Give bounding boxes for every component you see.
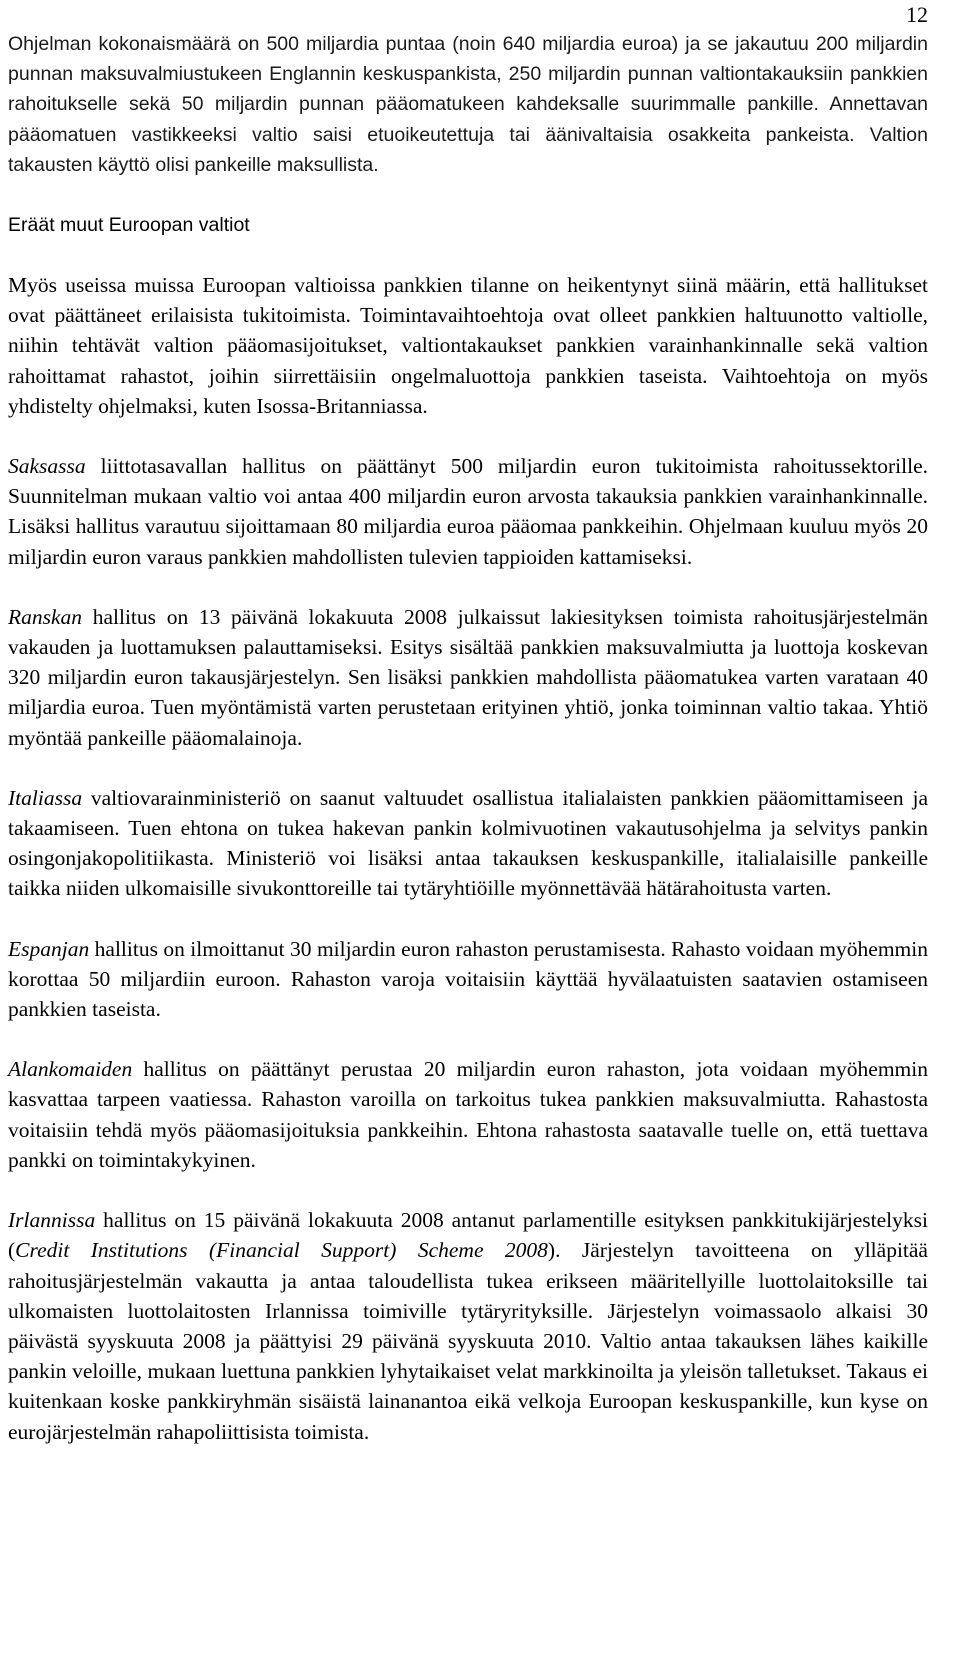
country-name-spain: Espanjan <box>8 936 90 961</box>
italy-paragraph <box>8 783 928 904</box>
ireland-text-before: hallitus on 15 päivänä lokakuuta 2008 antanut parlamentille esityksen pankkitukijärjestelyksi ( <box>8 1208 928 1263</box>
ireland-scheme-name: Credit Institutions (Financial Support) Scheme 2008 <box>15 1238 548 1263</box>
france-paragraph <box>8 602 928 753</box>
germany-text: liittotasavallan hallitus on päättänyt 500 miljardin euron tukitoimista rahoitussektorille. Suunnitelman mukaan valtio voi antaa 400 miljardin euron arvosta takauksia pankkien varainhankinnalle. Lisäksi hallitus varautuu sijoittamaan 80 miljardia euroa pääomaa pankkeihin. Ohjelmaan kuuluu myös 20 miljardin euron varaus pankkien mahdollisten tulevien tappioiden kattamiseksi. <box>8 454 928 569</box>
page-number: 12 <box>906 2 928 27</box>
spain-paragraph <box>8 934 928 1025</box>
country-name-ireland: Irlannissa <box>8 1208 96 1233</box>
netherlands-paragraph <box>8 1054 928 1175</box>
netherlands-text: hallitus on päättänyt perustaa 20 miljardin euron rahaston, jota voidaan myöhemmin kasvattaa tarpeen vaatiessa. Rahaston varoilla on tarkoitus tukea pankkien maksuvalmiutta. Rahastosta voitaisiin tehdä myös pääomasijoituksia pankkeihin. Ehtona rahastosta saatavalle tuelle on, että tuettava pankki on toimintakykyinen. <box>8 1057 928 1172</box>
intro-paragraph: Ohjelman kokonaismäärä on 500 miljardia puntaa (noin 640 miljardia euroa) ja se jakautuu 200 miljardin punnan maksuvalmiustukeen Englannin keskuspankista, 250 miljardin punnan valtiontakauksiin pankkien rahoitukselle sekä 50 miljardin punnan pääomatukeen kahdeksalle suurimmalle pankille. Annettavan pääomatuen vastikkeeksi valtio saisi etuoikeutettuja tai äänivaltaisia osakkeita pankeista. Valtion takausten käyttö olisi pankeille maksullista. <box>8 33 928 176</box>
spain-text: hallitus on ilmoittanut 30 miljardin euron rahaston perustamisesta. Rahasto voidaan myöhemmin korottaa 50 miljardiin euroon. Rahaston varoja voitaisiin käyttää hyvälaatuisten saatavien ostamiseen pankkien taseista. <box>8 936 928 1022</box>
overview-paragraph: Myös useissa muissa Euroopan valtioissa pankkien tilanne on heikentynyt siinä määrin, että hallitukset ovat päättäneet erilaisista tukitoimista. Toimintavaihtoehtoja ovat olleet pankkien haltuunotto valtiolle, niihin tehtävät valtion pääomasijoitukset, valtiontakaukset pankkien varainhankinnalle sekä valtion rahoittamat rahastot, joihin siirrettäisiin ongelmaluottoja pankkien taseista. Vaihtoehtoja on myös yhdistelty ohjelmaksi, kuten Isossa-Britanniassa. <box>8 273 928 418</box>
country-name-france: Ranskan <box>8 604 83 629</box>
document-page <box>8 29 928 1447</box>
country-name-italy: Italiassa <box>8 785 83 810</box>
country-name-netherlands: Alankomaiden <box>8 1057 133 1082</box>
ireland-text-after: ). Järjestelyn tavoitteena on ylläpitää rahoitusjärjestelmän vakautta ja antaa taloudellista tukea erikseen määritellyille luottolaitoksille tai ulkomaisten luottolaitosten Irlannissa toimiville tytäryrityksille. Järjestelyn voimassaolo alkaisi 30 päivästä syyskuuta 2008 ja päättyisi 29 päivänä syyskuuta 2010. Valtio antaa takauksen lähes kaikille pankin veloille, mukaan luettuna pankkien lyhytaikaiset velat markkinoilta ja yleisön talletukset. Takaus ei kuitenkaan koske pankkiryhmän sisäistä lainanantoa eikä velkoja Euroopan keskuspankille, kun kyse on eurojärjestelmän rahapoliittisista toimista. <box>8 1238 928 1444</box>
italy-text: valtiovarainministeriö on saanut valtuudet osallistua italialaisten pankkien pääomittamiseen ja takaamiseen. Tuen ehtona on tukea hakevan pankin kolmivuotinen vakautusohjelma ja selvitys pankin osingonjakopolitiikasta. Ministeriö voi lisäksi antaa takauksen keskuspankille, italialaisille pankeille taikka niiden ulkomaisille sivukonttoreille tai tytäryhtiöille myönnettävää hätärahoitusta varten. <box>8 785 928 901</box>
ireland-paragraph <box>8 1205 928 1447</box>
section-heading: Eräät muut Euroopan valtiot <box>8 214 250 237</box>
country-name-germany: Saksassa <box>8 454 86 479</box>
germany-paragraph <box>8 451 928 572</box>
france-text: hallitus on 13 päivänä lokakuuta 2008 julkaissut lakiesityksen toimista rahoitusjärjestelmän vakauden ja luottamuksen palauttamiseksi. Esitys sisältää pankkien maksuvalmiutta ja luottoja koskevan 320 miljardin euron takausjärjestelyn. Sen lisäksi pankkien mahdollista pääomatukea varten varataan 40 miljardia euroa. Tuen myöntämistä varten perustetaan erityinen yhtiö, jonka toiminnan valtio takaa. Yhtiö myöntää pankeille pääomalainoja. <box>8 604 928 750</box>
